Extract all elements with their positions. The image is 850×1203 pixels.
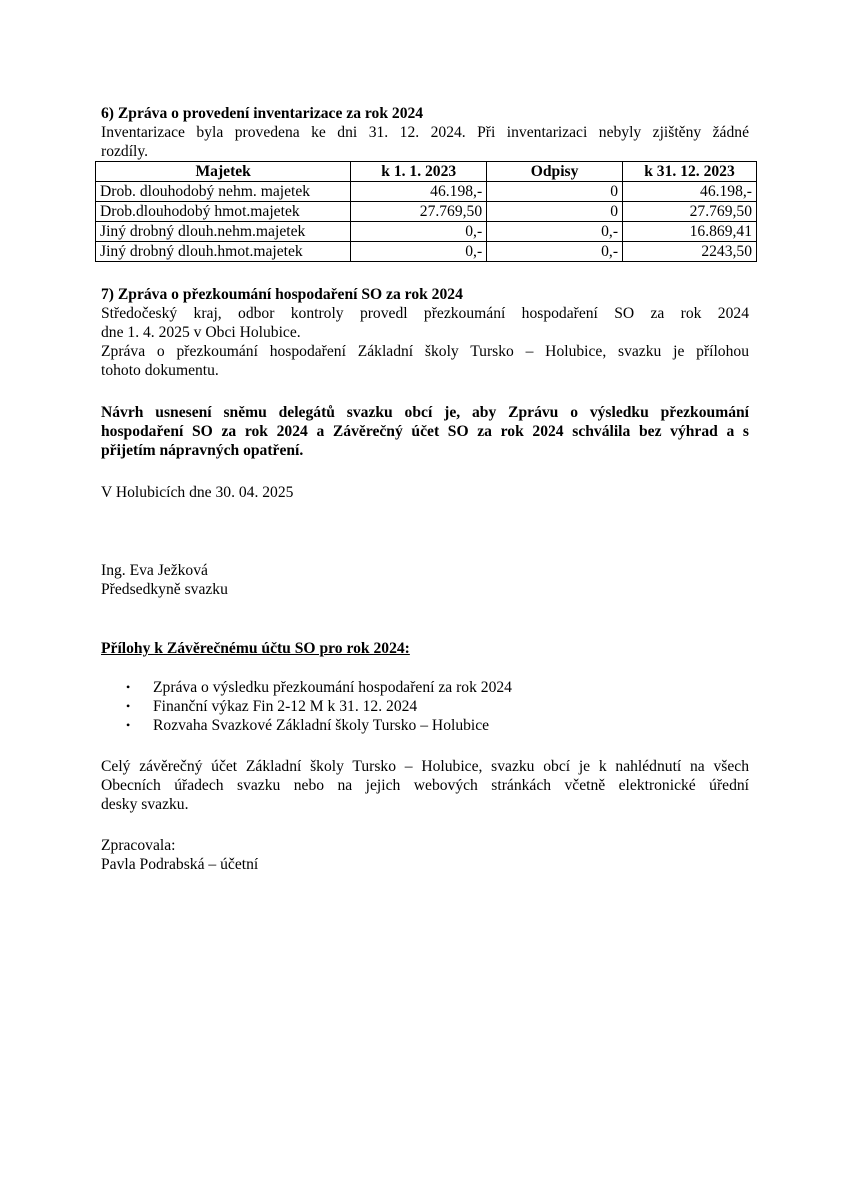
cell-end: 27.769,50 — [623, 202, 757, 222]
col-header-depreciation: Odpisy — [487, 162, 623, 182]
list-item — [101, 678, 701, 697]
bullet-icon: • — [126, 718, 131, 732]
inventory-table — [95, 161, 757, 262]
cell-depreciation: 0 — [487, 182, 623, 202]
attachments-heading — [101, 639, 749, 658]
cell-asset: Drob. dlouhodobý nehm. majetek — [96, 182, 351, 202]
proposal-line3: přijetím nápravných opatření. — [101, 442, 304, 459]
col-header-start: k 1. 1. 2023 — [351, 162, 487, 182]
table-header-row — [96, 162, 757, 182]
cell-depreciation: 0 — [487, 202, 623, 222]
section-audit — [101, 285, 749, 380]
section-6-text-line1: Inventarizace byla provedena ke dni 31. 12. 2024. Při inventarizaci nebyly zjištěny žádné — [101, 124, 749, 141]
proposal-line1: Návrh usnesení sněmu delegátů svazku obcí je, aby Zprávu o výsledku přezkoumání — [101, 404, 749, 421]
attachments-title: Přílohy k Závěrečnému účtu SO pro rok 2024: — [101, 640, 410, 657]
place-date — [101, 483, 749, 502]
section-7-text-line3: Zpráva o přezkoumání hospodaření Základní školy Tursko – Holubice, svazku je přílohou — [101, 343, 749, 360]
signature-block — [101, 561, 749, 599]
cell-asset: Jiný drobný dlouh.nehm.majetek — [96, 222, 351, 242]
place-date-text: V Holubicích dne 30. 04. 2025 — [101, 484, 294, 501]
cell-start: 46.198,- — [351, 182, 487, 202]
signatory-role: Předsedkyně svazku — [101, 581, 228, 598]
cell-start: 0,- — [351, 222, 487, 242]
section-7-text-line2: dne 1. 4. 2025 v Obci Holubice. — [101, 324, 301, 341]
section-6-title: 6) Zpráva o provedení inventarizace za rok 2024 — [101, 105, 424, 122]
section-7-text-line4: tohoto dokumentu. — [101, 362, 219, 379]
closing-paragraph — [101, 757, 749, 814]
section-7-text-line1: Středočeský kraj, odbor kontroly provedl přezkoumání hospodaření SO za rok 2024 — [101, 305, 749, 322]
list-item — [101, 716, 701, 735]
attachment-label: Rozvaha Svazkové Základní školy Tursko – Holubice — [153, 717, 490, 734]
prepared-by — [101, 836, 749, 874]
cell-end: 16.869,41 — [623, 222, 757, 242]
table-row — [96, 202, 757, 222]
signatory-name: Ing. Eva Ježková — [101, 562, 208, 579]
attachment-label: Zpráva o výsledku přezkoumání hospodaření za rok 2024 — [153, 679, 512, 696]
proposal-line2: hospodaření SO za rok 2024 a Závěrečný účet SO za rok 2024 schválila bez výhrad a s — [101, 423, 749, 440]
cell-asset: Drob.dlouhodobý hmot.majetek — [96, 202, 351, 222]
table-row — [96, 222, 757, 242]
prepared-label: Zpracovala: — [101, 837, 176, 854]
table-row — [96, 242, 757, 262]
section-inventory — [101, 104, 749, 161]
closing-line1: Celý závěrečný účet Základní školy Tursko – Holubice, svazku obcí je k nahlédnutí na všech — [101, 758, 749, 775]
attachment-label: Finanční výkaz Fin 2-12 M k 31. 12. 2024 — [153, 698, 418, 715]
col-header-end: k 31. 12. 2023 — [623, 162, 757, 182]
cell-end: 2243,50 — [623, 242, 757, 262]
section-6-text-line2: rozdíly. — [101, 143, 149, 160]
cell-asset: Jiný drobný dlouh.hmot.majetek — [96, 242, 351, 262]
cell-start: 27.769,50 — [351, 202, 487, 222]
attachments-list — [101, 678, 701, 735]
prepared-name: Pavla Podrabská – účetní — [101, 856, 259, 873]
resolution-proposal — [101, 403, 749, 460]
bullet-icon: • — [126, 699, 131, 713]
list-item — [101, 697, 701, 716]
cell-start: 0,- — [351, 242, 487, 262]
closing-line3: desky svazku. — [101, 796, 189, 813]
bullet-icon: • — [126, 680, 131, 694]
closing-line2: Obecních úřadech svazku nebo na jejich webových stránkách včetně elektronické úřední — [101, 777, 749, 794]
cell-depreciation: 0,- — [487, 222, 623, 242]
cell-depreciation: 0,- — [487, 242, 623, 262]
section-7-title: 7) Zpráva o přezkoumání hospodaření SO za rok 2024 — [101, 286, 463, 303]
cell-end: 46.198,- — [623, 182, 757, 202]
col-header-asset: Majetek — [96, 162, 351, 182]
table-row — [96, 182, 757, 202]
